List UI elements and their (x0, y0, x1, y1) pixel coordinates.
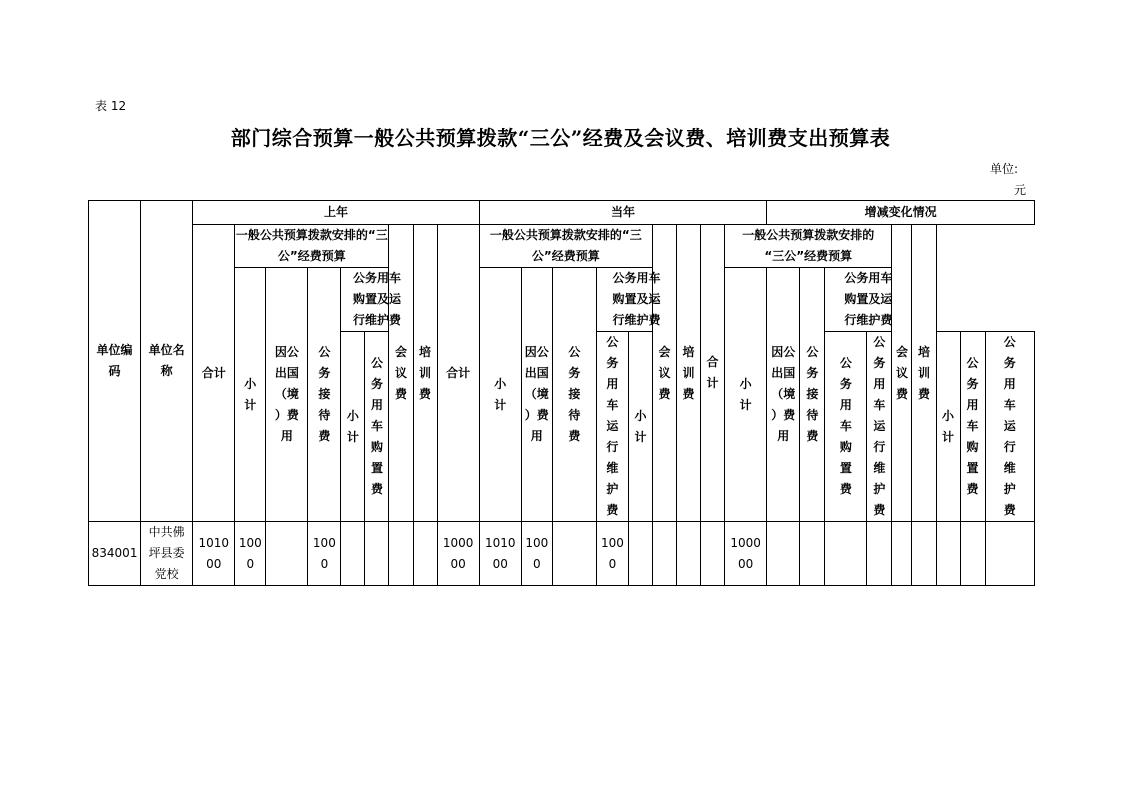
header-change-reception: 公 务 接 待 费 (800, 268, 825, 522)
header-prev-reception: 公 务 接 待 费 (308, 268, 341, 522)
cell-prev-meeting (413, 522, 437, 586)
header-curr-sangong: 一般公共预算拨款安排的“三 公”经费预算 (479, 225, 652, 268)
header-change-meeting: 会 议 费 (892, 225, 912, 522)
cell-prev-vehicle-operation (389, 522, 413, 586)
header-curr-vehicle-subtotal: 小 计 (628, 332, 652, 522)
header-change-total: 合 计 (701, 225, 725, 522)
header-prev-subtotal: 小 计 (235, 268, 266, 522)
header-prev-abroad: 因公 出国 （境 ）费 用 (266, 268, 308, 522)
header-curr-vehicle-purchase: 公 务 用 车 购 置 费 (825, 332, 867, 522)
header-group-change: 增减变化情况 (767, 201, 1035, 225)
header-change-vehicle-subtotal: 小 计 (936, 332, 960, 522)
header-curr-abroad: 因公 出国 （境 ）费 用 (521, 268, 552, 522)
header-prev-sangong: 一般公共预算拨款安排的“三 公”经费预算 (235, 225, 389, 268)
header-group-curr-year: 当年 (479, 201, 767, 225)
page-title: 部门综合预算一般公共预算拨款“三公”经费及会议费、培训费支出预算表 (230, 126, 891, 150)
budget-table (88, 200, 1035, 586)
cell-curr-total: 1010 00 (479, 522, 521, 586)
cell-curr-training: 1000 00 (725, 522, 767, 586)
cell-prev-vehicle-subtotal (341, 522, 365, 586)
header-prev-vehicle: 公务用车 购置及运 行维护费 (341, 268, 413, 332)
cell-curr-reception: 100 0 (596, 522, 628, 586)
cell-change-vehicle-purchase (912, 522, 936, 586)
cell-prev-training: 1000 00 (437, 522, 479, 586)
cell-change-subtotal (800, 522, 825, 586)
header-prev-meeting: 会 议 费 (389, 225, 413, 522)
header-prev-vehicle-subtotal: 小 计 (341, 332, 365, 522)
header-change-vehicle-operation: 公 务 用 车 运 行 维 护 费 (985, 332, 1034, 522)
header-curr-subtotal: 小 计 (479, 268, 521, 522)
cell-unit-name: 中共佛 坪县委 党校 (141, 522, 193, 586)
header-change-training: 培训费 (912, 225, 936, 522)
header-prev-training: 培训 费 (413, 225, 437, 522)
table-number-label: 表 12 (95, 99, 127, 113)
unit-value: 元 (1014, 183, 1027, 197)
cell-change-reception (867, 522, 892, 586)
header-prev-total: 合计 (193, 225, 235, 522)
header-group-prev-year: 上年 (193, 201, 480, 225)
cell-prev-subtotal: 100 0 (235, 522, 266, 586)
cell-prev-total: 1010 00 (193, 522, 235, 586)
header-change-vehicle: 公务用车 购置及运 行维护费 (825, 268, 912, 332)
cell-change-vehicle-subtotal (892, 522, 912, 586)
header-change-vehicle-purchase: 公 务 用 车 购 置 费 (960, 332, 985, 522)
cell-change-meeting (960, 522, 985, 586)
cell-curr-vehicle-purchase (652, 522, 676, 586)
header-curr-vehicle: 公务用车 购置及运 行维护费 (596, 268, 676, 332)
cell-curr-meeting (701, 522, 725, 586)
header-curr-training: 培训 费 (677, 225, 701, 522)
cell-change-total (767, 522, 800, 586)
header-prev-vehicle-purchase: 公 务 用 车 购 置 费 (365, 332, 389, 522)
header-change-sangong: 一般公共预算拨款安排的 “三公”经费预算 (725, 225, 892, 268)
header-change-abroad: 因公 出国 （境 ）费 用 (767, 268, 800, 522)
table-row (89, 522, 1035, 586)
cell-prev-reception: 100 0 (308, 522, 341, 586)
cell-unit-code: 834001 (89, 522, 141, 586)
header-curr-reception: 公 务 接 待 费 (552, 268, 596, 522)
unit-label: 单位: (990, 162, 1019, 176)
cell-prev-abroad (266, 522, 308, 586)
cell-change-vehicle-operation (936, 522, 960, 586)
header-unit-name: 单位名 称 (141, 201, 193, 522)
header-curr-vehicle-operation: 公 务 用 车 运 行 维 护 费 (867, 332, 892, 522)
cell-curr-abroad (552, 522, 596, 586)
header-curr-meeting: 会 议 费 (652, 225, 676, 522)
cell-change-training (985, 522, 1034, 586)
cell-change-abroad (825, 522, 867, 586)
cell-curr-vehicle-subtotal (628, 522, 652, 586)
header-unit-code: 单位编 码 (89, 201, 141, 522)
cell-curr-vehicle-operation (677, 522, 701, 586)
header-curr-total: 合计 (437, 225, 479, 522)
cell-prev-vehicle-purchase (365, 522, 389, 586)
cell-curr-subtotal: 100 0 (521, 522, 552, 586)
header-prev-vehicle-operation: 公 务 用 车 运 行 维 护 费 (596, 332, 628, 522)
header-change-subtotal: 小 计 (725, 268, 767, 522)
